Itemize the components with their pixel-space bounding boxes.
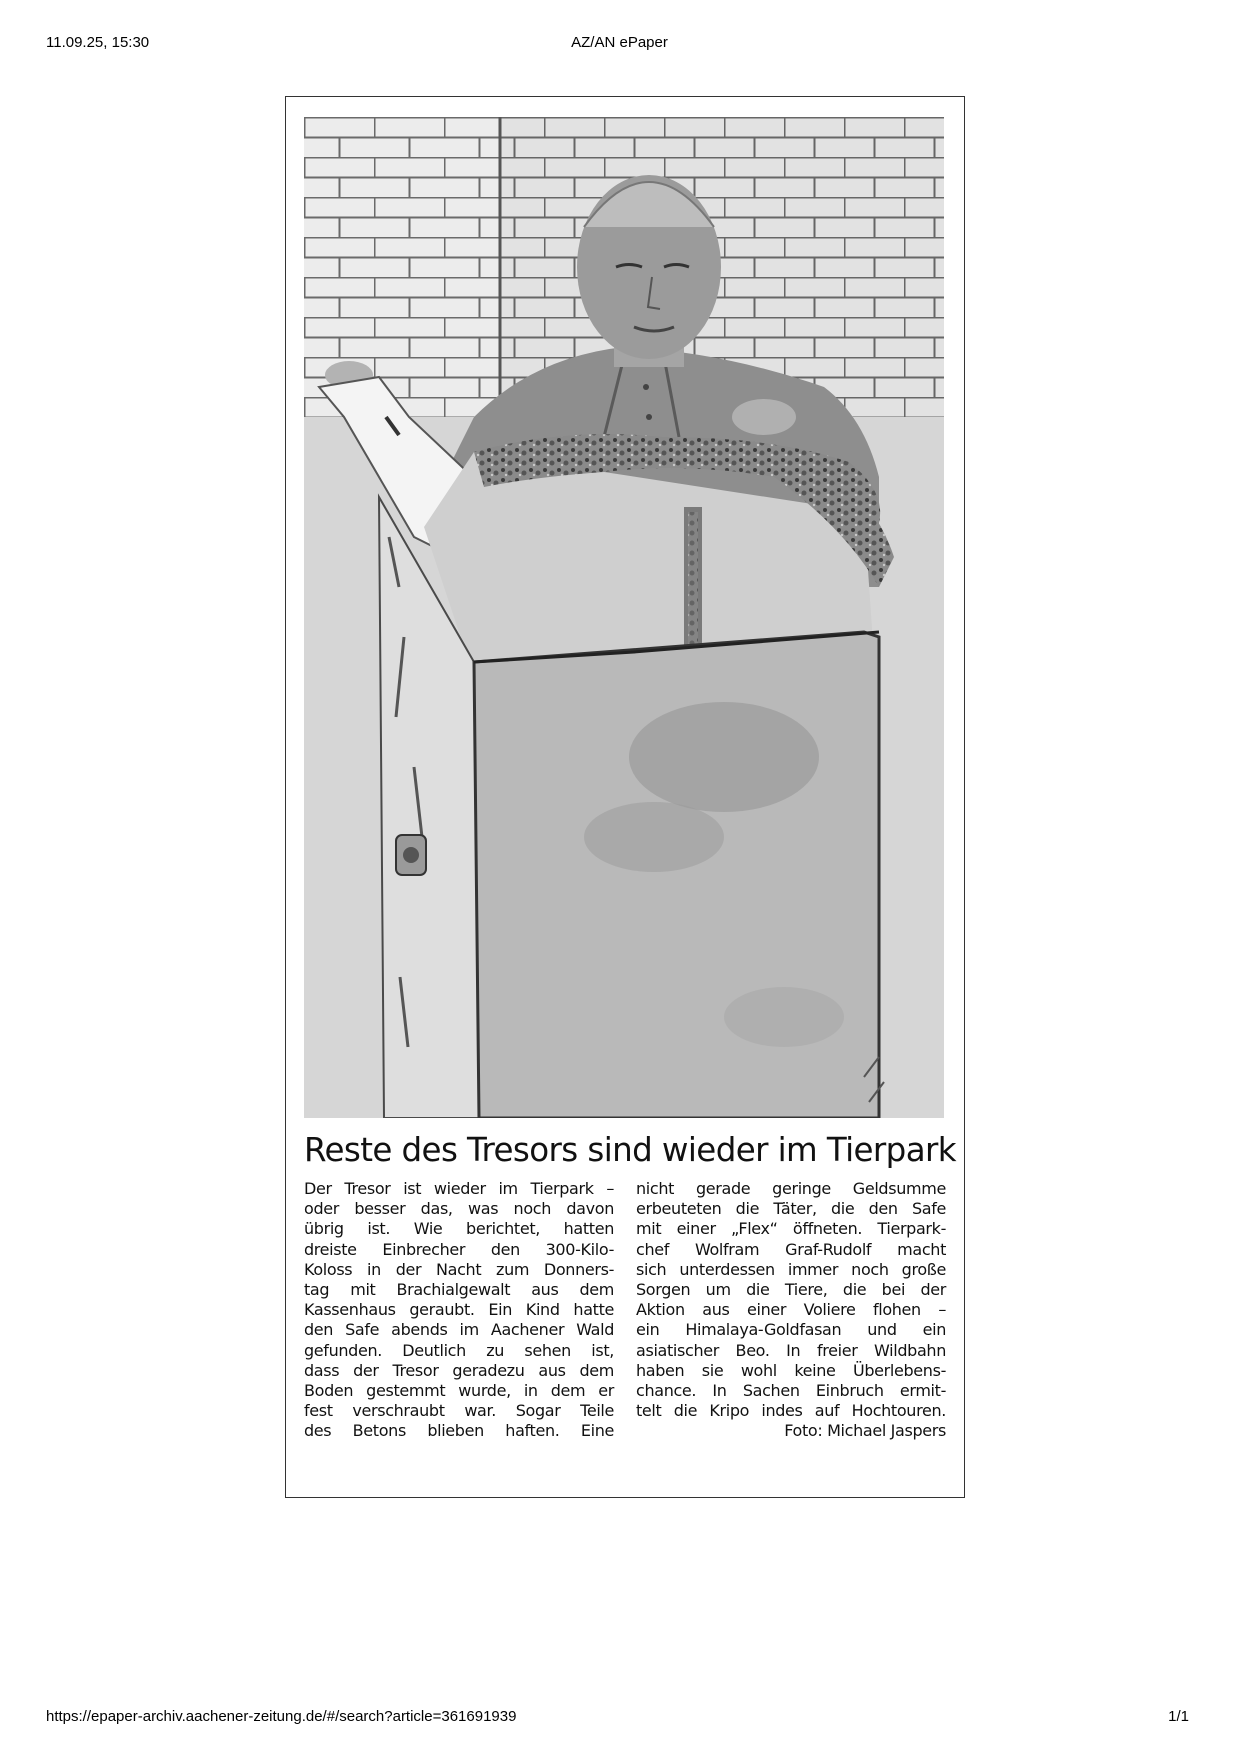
text-line: mit einer „Flex“ öffneten. Tierpark- [636,1219,946,1239]
text-line: nicht gerade geringe Geldsumme [636,1179,946,1198]
print-source-url: https://epaper-archiv.aachener-zeitung.de/#/search?article=361691939 [46,1708,517,1725]
text-line: tag mit Brachialgewalt aus dem [304,1280,614,1300]
text-line: des Betons blieben haften. Eine [304,1421,614,1441]
text-line: dass der Tresor geradezu aus dem [304,1360,614,1380]
text-line: erbeuteten die Täter, die den Safe [636,1199,946,1219]
print-page-title: AZ/AN ePaper [571,34,668,51]
text-line: übrig ist. Wie berichtet, hatten [304,1219,614,1239]
text-line: Kassenhaus geraubt. Ein Kind hatte [304,1300,614,1320]
article-photo [304,117,944,1118]
text-line: telt die Kripo indes auf Hochtouren. [636,1401,946,1421]
newspaper-clipping [285,96,965,1498]
text-line: den Safe abends im Aachener Wald [304,1320,614,1340]
text-line: Der Tresor ist wieder im Tierpark – [304,1179,614,1198]
text-line: ein Himalaya-Goldfasan und ein [636,1320,946,1340]
text-line: chef Wolfram Graf-Rudolf macht [636,1239,946,1259]
text-line: dreiste Einbrecher den 300-Kilo- [304,1239,614,1259]
text-line: sich unterdessen immer noch große [636,1259,946,1279]
text-line: Koloss in der Nacht zum Donners- [304,1259,614,1279]
text-line: Boden gestemmt wurde, in dem er [304,1381,614,1401]
print-date-time: 11.09.25, 15:30 [46,34,150,51]
print-page-number: 1/1 [1168,1708,1189,1725]
text-line: Aktion aus einer Voliere flohen – [636,1300,946,1320]
photo-man-with-broken-safe [304,117,944,1118]
text-line: asiatischer Beo. In freier Wildbahn [636,1340,946,1360]
text-line: haben sie wohl keine Überlebens- [636,1360,946,1380]
photo-credit: Foto: Michael Jaspers [784,1421,946,1441]
article-column-left [304,1179,614,1442]
text-line: Sorgen um die Tiere, die bei der [636,1280,946,1300]
text-line: chance. In Sachen Einbruch ermit- [636,1381,946,1401]
text-line: gefunden. Deutlich zu sehen ist, [304,1340,614,1360]
text-line: oder besser das, was noch davon [304,1199,614,1219]
article-headline: Reste des Tresors sind wieder im Tierpark [304,1131,956,1169]
text-line: fest verschraubt war. Sogar Teile [304,1401,614,1421]
article-column-right [636,1179,946,1442]
